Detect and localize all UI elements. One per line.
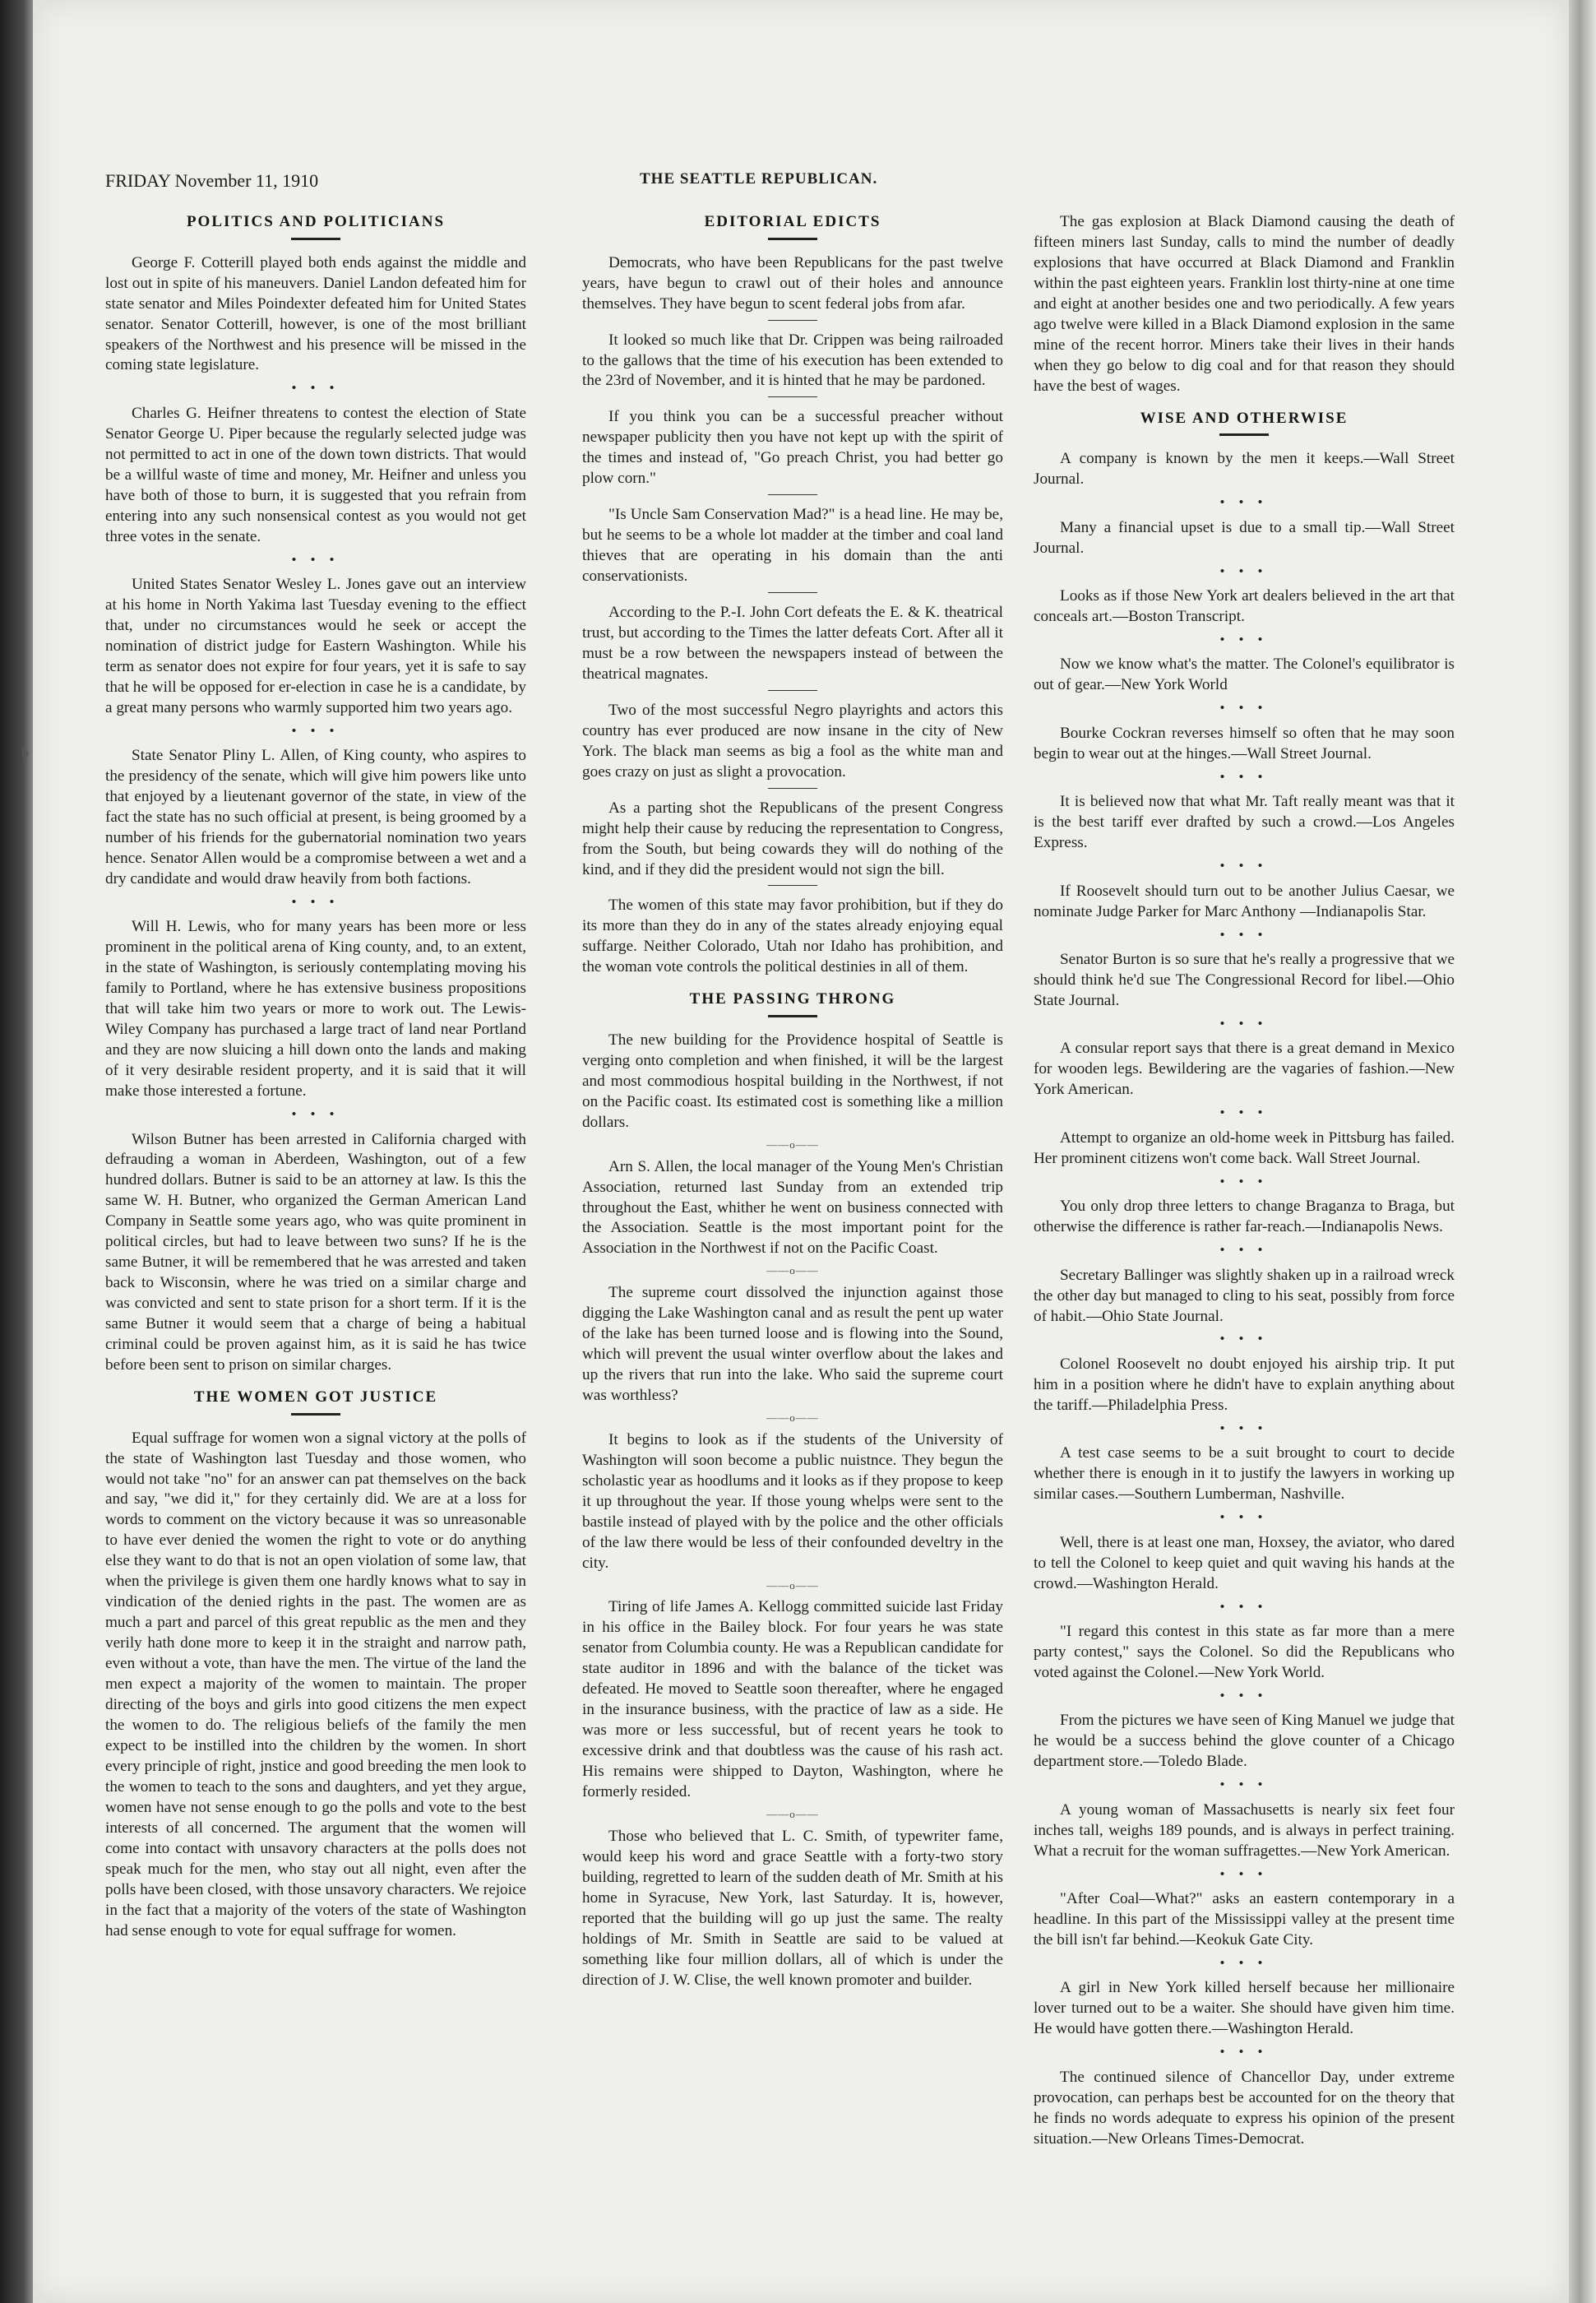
quip-item: Attempt to organize an old-home week in Pittsburg has failed. Her prominent citizens won't come back. Wall Street Journal. — [1034, 1128, 1455, 1167]
rule-separator — [768, 592, 817, 593]
heading-politics-and-politicians: POLITICS AND POLITICIANS — [186, 213, 446, 230]
heading-rule — [1219, 433, 1269, 436]
quip-item: If Roosevelt should turn out to be another Julius Caesar, we nominate Judge Parker for Marc Anthony —Indianapolis Star. — [1034, 882, 1455, 920]
column-2 — [582, 212, 1003, 1996]
dot-separator: • • • — [1219, 770, 1269, 784]
article-paragraph: It begins to look as if the students of the University of Washington will soon become a public nuistnce. They begun the scholastic year as hoodlums and it looks as if they propose to keep it up throughout the year. If those young whelps were sent to the bastile instead of played with by the police and the other officials of the law there would be less of their confounded develtry in the city. — [582, 1430, 1003, 1572]
rule-separator — [768, 690, 817, 691]
rule-separator — [768, 396, 817, 397]
quip-item: It is believed now that what Mr. Taft really meant was that it is the best tariff ever drafted by such a crowd.—Los Angeles Express. — [1034, 793, 1455, 852]
article-paragraph: The women of this state may favor prohibition, but if they do its more than they do in any of the states already enjoying equal suffarge. Neither Colorado, Utah nor Idaho has prohibition, and the woman vote controls the political destinies in all of them. — [582, 897, 1003, 976]
quip-item: Bourke Cockran reverses himself so often that he may soon begin to wear out at the hinges.—Wall Street Journal. — [1034, 724, 1455, 762]
quip-item: A company is known by the men it keeps.—Wall Street Journal. — [1034, 450, 1455, 489]
article-paragraph: If you think you can be a successful preacher without newspaper publicity then you have not kept up with the spirit of the times and instead of, "Go preach Christ, you had better go plow corn." — [582, 408, 1003, 488]
heading-the-women-got-justice: THE WOMEN GOT JUSTICE — [193, 1388, 438, 1406]
article-paragraph: United States Senator Wesley L. Jones gave out an interview at his home in North Yakima last Tuesday evening to the effiect that, under no circumstances would he seek or accept the nomination of district judge for Eastern Washington. While his term as senator does not expire for four years, yet it is safe to say that he will be opposed for er-election in case he is a candidate, by a great many persons who warmly supported him two years ago. — [105, 576, 526, 716]
quip-item: Senator Burton is so sure that he's really a progressive that we should think he'd sue The Congressional Record for libel.—Ohio State Journal. — [1034, 951, 1455, 1009]
scan-left-edge — [0, 0, 33, 2303]
heading-rule — [291, 1413, 340, 1416]
column-3 — [1034, 212, 1455, 2155]
article-paragraph: Tiring of life James A. Kellogg committed suicide last Friday in his office in the Bailey block. For four years he was state senator from Columbia county. He was a Republican candidate for state auditor in 1896 and with the balance of the ticket was defeated. He moved to Seattle soon thereafter, where he engaged in the insurance business, with the practice of law as a side. He was more or less successful, but of recent years he took to excessive drink and that doubtless was the cause of his rash act. His remains were shipped to Dayton, Washington, where he formerly resided. — [582, 1598, 1003, 1801]
quip-item: A young woman of Massachusetts is nearly six feet four inches tall, weighs 189 pounds, and is always in perfect training. What a recruit for the woman suffragettes.—New York American. — [1034, 1800, 1455, 1860]
o-separator: ——o—— — [766, 1138, 819, 1151]
paper-name: THE SEATTLE REPUBLICAN. — [640, 170, 878, 188]
running-head — [72, 170, 1454, 195]
article-paragraph: It looked so much like that Dr. Crippen was being railroaded to the gallows that the time of his execution has been extended to the 23rd of November, and it is hinted that he may be pardoned. — [582, 331, 1003, 390]
quip-item: Well, there is at least one man, Hoxsey, the aviator, who dared to tell the Colonel to keep quiet and quit waving his hands at the crowd.—Washington Herald. — [1034, 1533, 1455, 1592]
o-separator: ——o—— — [766, 1264, 819, 1277]
dot-separator: • • • — [291, 724, 340, 738]
rule-separator — [768, 788, 817, 789]
scan-right-edge — [1569, 0, 1596, 2303]
article-paragraph: Charles G. Heifner threatens to contest the election of State Senator George U. Piper because the regularly selected judge was not permitted to act in one of the down town districts. That would be a willful waste of time and money, Mr. Heifner and unless you have both of those to burn, it is suggested that you refrain from entering into any such nonsensical contest as you would not get three votes in the senate. — [105, 404, 526, 545]
quip-item: "After Coal—What?" asks an eastern contemporary in a headline. In this part of the Mississippi valley at the present time the bill isn't far behind.—Keokuk Gate City. — [1034, 1890, 1455, 1949]
column-1 — [105, 212, 526, 1946]
o-separator: ——o—— — [766, 1807, 819, 1820]
article-paragraph: State Senator Pliny L. Allen, of King county, who aspires to the presidency of the senate, which will give him powers like unto that enjoyed by a lieutenant governor of the state, in view of the fact the state has no such official at present, is being groomed by a number of his friends for the gubernatorial nomination two years hence. Senator Allen would be a compromise between a wet and a dry candidate and would draw heavily from both factions. — [105, 747, 526, 887]
heading-rule — [768, 238, 817, 240]
rule-separator — [768, 885, 817, 886]
dot-separator: • • • — [1219, 564, 1269, 578]
quip-item: "I regard this contest in this state as far more than a mere party contest," says the Colonel. So did the Republicans who voted against the Colonel.—New York World. — [1034, 1623, 1455, 1681]
dot-separator: • • • — [1219, 1867, 1269, 1881]
quip-item: Secretary Ballinger was slightly shaken up in a railroad wreck the other day but managed to cling to his seat, possibly from force of habit.—Ohio State Journal. — [1034, 1266, 1455, 1325]
dot-separator: • • • — [1219, 1017, 1269, 1031]
dot-separator: • • • — [1219, 2046, 1269, 2060]
rule-separator — [768, 494, 817, 495]
heading-rule — [291, 238, 340, 240]
dot-separator: • • • — [1219, 1600, 1269, 1614]
quip-item: A test case seems to be a suit brought to court to decide whether there is enough in it to justify the lawyers in working up similar cases.—Southern Lumberman, Nashville. — [1034, 1444, 1455, 1504]
dot-separator: • • • — [1219, 702, 1269, 716]
article-paragraph: Equal suffrage for women won a signal victory at the polls of the state of Washington last Tuesday and those women, who would not take "no" for an answer can pat themselves on the back and say, "we did it," for they certainly did. We are at a loss for words to comment on the victory because it was so unreasonable to have ever denied the women the right to vote or do anything else they want to do that is not an open violation of some law, that when the privilege is given them one hardly knows what to say in vindication of the denied rights in the past. The women are as much a part and parcel of this great republic as the men and they verily hath done more to keep it in the straight and narrow path, even without a vote, than have the men. The virtue of the land the men expect a majority of the women to maintain. The proper directing of the boys and girls into good citizens the men expect the women to do. The religious beliefs of the family the men expect to be instilled into the children by the women. In short every principle of right, jnstice and good breeding the men look to the women to teach to the sons and daughters, and yet they argue, women have not sense enough to go the polls and vote to the best interests of all concerned. The argument that the women will come into contact with unsavory characters at the polls does not speak much for the men, who stay out all night, even after the polls have been closed, with those unsavory characters. We rejoice in the fact that a majority of the voters of the state of Washington had sense enough to vote for equal suffrage for women. — [105, 1429, 526, 1939]
dot-separator: • • • — [1219, 1778, 1269, 1792]
article-paragraph: Wilson Butner has been arrested in California charged with defrauding a woman in Aberdeen, Washington, out of a few hundred dollars. Butner is said to be an attorney at law. Is this the same W. H. Butner, who organized the German American Land Company in Seattle some years ago, who was quite prominent in political circles, but had to leave between two suns? If he is the same Butner, it will be remembered that he was arrested and taken back to Wisconsin, where he was tried on a similar charge and was convicted and sent to state prison for a short term. If it is the same Butner it would seem that a charge of being a habitual criminal could be proven against him, as it is said he has twice before been sent to prison on similar charges. — [105, 1130, 526, 1374]
article-paragraph: The gas explosion at Black Diamond causing the death of fifteen miners last Sunday, calls to mind the number of deadly explosions that have occurred at Black Diamond and Franklin within the past eighteen years. Franklin lost thirty-nine at one time and eight at another besides one and two periodically. A few years ago twelve were killed in a Black Diamond explosion in the same mine of the recent horror. Miners take their lives in their hands when they go below to dig coal and for that reason they should have the best of wages. — [1034, 213, 1455, 395]
dot-separator: • • • — [291, 1108, 340, 1121]
o-separator: ——o—— — [766, 1578, 819, 1592]
heading-the-passing-throng: THE PASSING THRONG — [689, 990, 896, 1008]
quip-item: A girl in New York killed herself because her millionaire lover turned out to be a waiter. She should have given him time. He would have gotten there.—Washington Herald. — [1034, 1979, 1455, 2038]
dot-separator: • • • — [1219, 928, 1269, 942]
article-paragraph: Two of the most successful Negro playrights and actors this country has ever produced are now insane in the city of New York. The black man seems as big a fool as the white man and goes crazy on just as slight a provocation. — [582, 701, 1003, 781]
dot-separator: • • • — [1219, 496, 1269, 510]
article-paragraph: George F. Cotterill played both ends against the middle and lost out in spite of his maneuvers. Daniel Landon defeated him for state senator and Miles Poindexter defeated him for United States senator. Senator Cotterill, however, is one of the most brilliant speakers of the Northwest and his presence will be missed in the coming state legislature. — [105, 253, 526, 374]
quip-item: The continued silence of Chancellor Day, under extreme provocation, can perhaps best be accounted for on the theory that he finds no words adequate to express his opinion of the present situation.—New Orleans Times-Democrat. — [1034, 2068, 1455, 2148]
quip-item: From the pictures we have seen of King Manuel we judge that he would be a success behind the glove counter of a Chicago department store.—Toledo Blade. — [1034, 1712, 1455, 1771]
quip-item: Looks as if those New York art dealers believed in the art that conceals art.—Boston Transcript. — [1034, 587, 1455, 626]
dot-separator: • • • — [1219, 1244, 1269, 1258]
rule-separator — [768, 320, 817, 321]
article-paragraph: Those who believed that L. C. Smith, of typewriter fame, would keep his word and grace Seattle with a forty-two story building, regretted to learn of the sudden death of Mr. Smith at his home in Syracuse, New York, last Saturday. It is, however, reported that the building will go up just the same. The realty holdings of Mr. Smith in Seattle are said to be valued at something like four million dollars, all of which is under the direction of J. W. Clise, the well known promoter and builder. — [582, 1827, 1003, 1989]
dot-separator: • • • — [1219, 1956, 1269, 1970]
dot-separator: • • • — [1219, 1689, 1269, 1703]
article-paragraph: As a parting shot the Republicans of the present Congress might help their cause by reducing the representation to Congress, from the South, but being cowards they will do nothing of the kind, and if they did the president would not sign the bill. — [582, 799, 1003, 878]
article-paragraph: Arn S. Allen, the local manager of the Young Men's Christian Association, returned last Sunday from an extended trip throughout the East, whither he went on business connected with the Association. Seattle is the most important point for the Association in the Northwest if not on the Pacific Coast. — [582, 1157, 1003, 1258]
dot-separator: • • • — [291, 553, 340, 567]
dot-separator: • • • — [291, 895, 340, 909]
article-paragraph: "Is Uncle Sam Conservation Mad?" is a head line. He may be, but he seems to be a whole lot madder at the timber and coal land thieves that are operating in his domain than the anti conservationists. — [582, 506, 1003, 586]
dot-separator: • • • — [1219, 1106, 1269, 1120]
article-paragraph: The supreme court dissolved the injunction against those digging the Lake Washington canal and as result the pent up water of the lake has been turned loose and is flowing into the Sound, which will prevent the usual winter overflow about the lakes and up the rivers that run into the lake. Who said the supreme court was worthless? — [582, 1284, 1003, 1405]
quip-item: A consular report says that there is a great demand in Mexico for wooden legs. Bewildering are the vagaries of fashion.—New York American. — [1034, 1040, 1455, 1099]
issue-date: FRIDAY November 11, 1910 — [105, 170, 319, 191]
margin-mark: b — [21, 744, 29, 761]
dot-separator: • • • — [1219, 1511, 1269, 1525]
quip-item: You only drop three letters to change Braganza to Braga, but otherwise the difference is rather far-reach.—Indianapolis News. — [1034, 1198, 1455, 1236]
heading-wise-and-otherwise: WISE AND OTHERWISE — [1140, 409, 1349, 427]
article-paragraph: The new building for the Providence hospital of Seattle is verging onto completion and when finished, it will be the largest and most commodious hospital building in the Northwest, if not on the Pacific coast. Its estimated cost is something like a million dollars. — [582, 1031, 1003, 1131]
dot-separator: • • • — [1219, 1421, 1269, 1435]
article-paragraph: Democrats, who have been Republicans for the past twelve years, have begun to crawl out of their holes and announce themselves. They have begun to scent federal jobs from afar. — [582, 253, 1003, 313]
quip-item: Colonel Roosevelt no doubt enjoyed his airship trip. It put him in a position where he didn't have to explain anything about the tariff.—Philadelphia Press. — [1034, 1355, 1455, 1414]
article-paragraph: According to the P.-I. John Cort defeats the E. & K. theatrical trust, but according to the Times the latter defeats Cort. After all it must be a row between the newspapers instead of between the theatrical magnates. — [582, 604, 1003, 683]
quip-item: Now we know what's the matter. The Colonel's equilibrator is out of gear.—New York World — [1034, 656, 1455, 694]
dot-separator: • • • — [1219, 633, 1269, 646]
dot-separator: • • • — [1219, 1332, 1269, 1346]
dot-separator: • • • — [1219, 1175, 1269, 1189]
o-separator: ——o—— — [766, 1411, 819, 1424]
heading-editorial-edicts: EDITORIAL EDICTS — [704, 213, 881, 230]
heading-rule — [768, 1015, 817, 1017]
dot-separator: • • • — [291, 382, 340, 396]
quip-item: Many a financial upset is due to a small tip.—Wall Street Journal. — [1034, 518, 1455, 557]
article-paragraph: Will H. Lewis, who for many years has been more or less prominent in the political arena of King county, and, to an extent, in the state of Washington, is seriously contemplating moving his family to Portland, where he has extensive business propositions that will take him two years or more to work out. The Lewis-Wiley Company has purchased a large tract of land near Portland and they are now sluicing a hill down onto the lands and making of it very desirable resident property, and it is said that it will make those interested a fortune. — [105, 918, 526, 1101]
dot-separator: • • • — [1219, 860, 1269, 873]
